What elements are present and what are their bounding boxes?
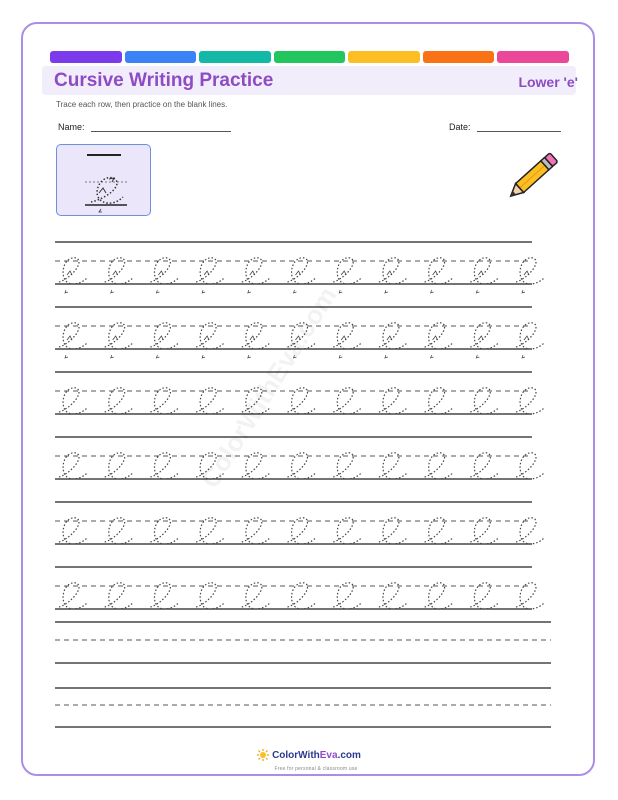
stroke-start-icon [385, 290, 388, 293]
traced-letter-e [379, 258, 407, 284]
traced-letter-e [59, 583, 87, 609]
stroke-start-icon [522, 290, 525, 293]
stroke-start-icon [476, 290, 479, 293]
traced-letter-e [105, 388, 133, 414]
traced-letter-e [516, 453, 544, 479]
stroke-start-icon [156, 290, 159, 293]
traced-letter-e [150, 388, 178, 414]
traced-letter-e [288, 583, 316, 609]
traced-letter-e [379, 453, 407, 479]
traced-letter-e [196, 583, 224, 609]
traced-letter-e [59, 323, 87, 349]
traced-letter-e [242, 453, 270, 479]
traced-letter-e [516, 388, 544, 414]
stroke-start-icon [431, 355, 434, 358]
stroke-start-icon [202, 290, 205, 293]
blank-practice-row [55, 622, 551, 663]
letter-label: Lower 'e' [518, 74, 578, 90]
stroke-start-icon [294, 290, 297, 293]
traced-letter-e [333, 518, 361, 544]
stroke-start-icon [431, 290, 434, 293]
date-label: Date: [449, 122, 471, 132]
traced-letter-e [196, 518, 224, 544]
page-title: Cursive Writing Practice [54, 70, 274, 91]
trace-row [55, 437, 544, 479]
stroke-start-icon [248, 290, 251, 293]
traced-letter-e [105, 518, 133, 544]
traced-letter-e [150, 583, 178, 609]
traced-letter-e [196, 323, 224, 349]
traced-letter-e [425, 323, 453, 349]
traced-letter-e [196, 388, 224, 414]
traced-letter-e [105, 583, 133, 609]
traced-letter-e [516, 583, 544, 609]
traced-letter-e [470, 388, 498, 414]
stroke-start-icon [111, 355, 114, 358]
traced-letter-e [242, 258, 270, 284]
traced-letter-e [379, 518, 407, 544]
stroke-start-icon [111, 290, 114, 293]
traced-letter-e [105, 453, 133, 479]
traced-letter-e [242, 323, 270, 349]
traced-letter-e [516, 518, 544, 544]
brand-part2: Eva [319, 749, 338, 761]
stroke-start-icon [339, 355, 342, 358]
traced-letter-e [59, 453, 87, 479]
stroke-start-icon [522, 355, 525, 358]
traced-letter-e [425, 583, 453, 609]
brand-part1: ColorWith [272, 749, 320, 761]
stroke-start-icon [156, 355, 159, 358]
traced-letter-e [379, 323, 407, 349]
stroke-start-icon [202, 355, 205, 358]
traced-letter-e [516, 258, 544, 284]
instructions-text: Trace each row, then practice on the blank lines. [56, 100, 228, 109]
traced-letter-e [333, 388, 361, 414]
stroke-start-icon [339, 290, 342, 293]
traced-letter-e [59, 518, 87, 544]
traced-letter-e [470, 518, 498, 544]
trace-row [55, 502, 544, 544]
blank-practice-row [55, 688, 551, 727]
watermark-text: ColorWithEva.com [194, 281, 343, 494]
footer [0, 748, 618, 772]
traced-letter-e [150, 323, 178, 349]
traced-letter-e [470, 453, 498, 479]
footer-brand[interactable] [257, 749, 361, 761]
traced-letter-e [425, 518, 453, 544]
traced-letter-e [105, 323, 133, 349]
traced-letter-e [333, 453, 361, 479]
traced-letter-e [470, 583, 498, 609]
traced-letter-e [242, 518, 270, 544]
footer-tagline: Free for personal & classroom use [274, 766, 358, 772]
trace-row [55, 567, 544, 609]
stroke-start-icon [248, 355, 251, 358]
traced-letter-e [150, 258, 178, 284]
stroke-start-icon [385, 355, 388, 358]
traced-letter-e [150, 518, 178, 544]
traced-letter-e [288, 518, 316, 544]
name-label: Name: [58, 122, 85, 132]
traced-letter-e [288, 388, 316, 414]
traced-letter-e [425, 453, 453, 479]
traced-letter-e [333, 258, 361, 284]
traced-letter-e [333, 583, 361, 609]
traced-letter-e [470, 323, 498, 349]
sun-logo-icon [257, 749, 269, 761]
stroke-start-icon [65, 355, 68, 358]
traced-letter-e [288, 258, 316, 284]
traced-letter-e [288, 453, 316, 479]
traced-letter-e [150, 453, 178, 479]
traced-letter-e [516, 323, 544, 349]
traced-letter-e [425, 258, 453, 284]
traced-letter-e [59, 258, 87, 284]
traced-letter-e [196, 258, 224, 284]
brand-suffix: .com [337, 749, 361, 761]
traced-letter-e [379, 583, 407, 609]
traced-letter-e [333, 323, 361, 349]
traced-letter-e [470, 258, 498, 284]
traced-letter-e [425, 388, 453, 414]
stroke-start-icon [476, 355, 479, 358]
stroke-start-icon [65, 290, 68, 293]
trace-row [55, 242, 544, 293]
trace-row [55, 372, 544, 414]
traced-letter-e [105, 258, 133, 284]
traced-letter-e [379, 388, 407, 414]
traced-letter-e [59, 388, 87, 414]
traced-letter-e [242, 583, 270, 609]
